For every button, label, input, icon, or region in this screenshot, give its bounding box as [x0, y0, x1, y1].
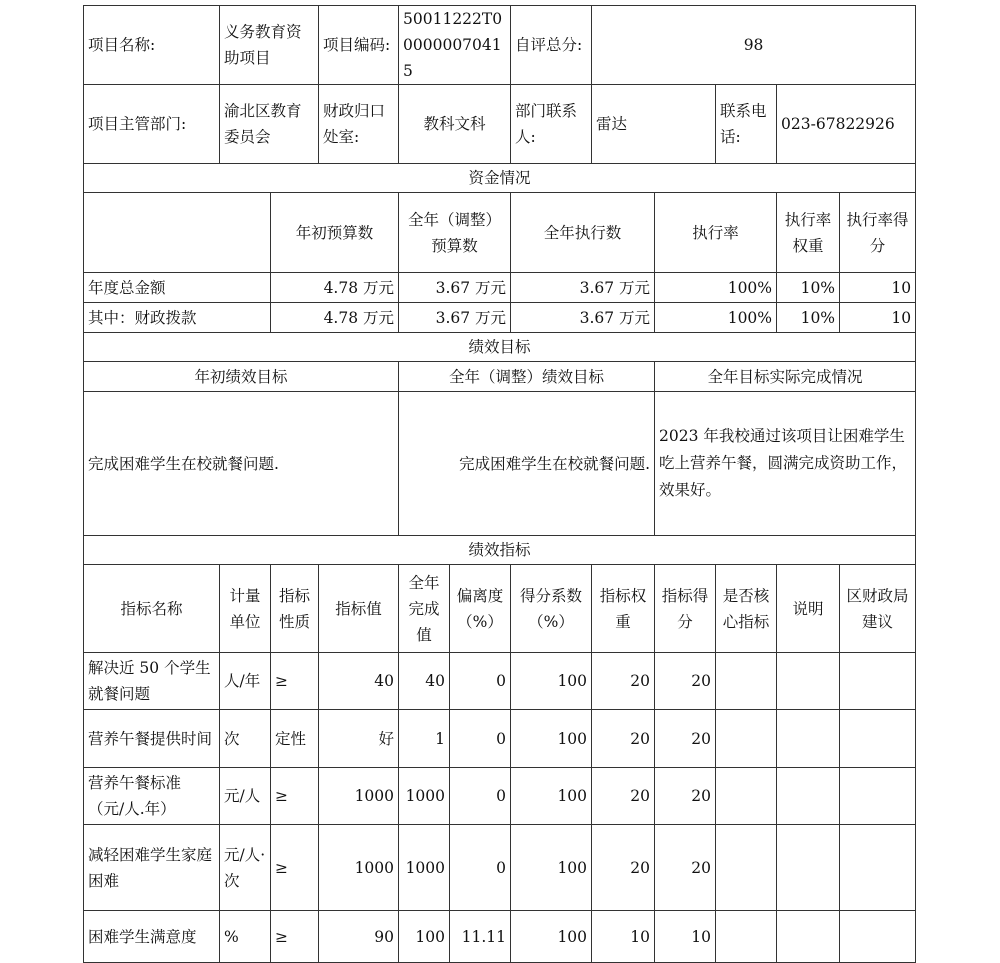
ind-unit: 元/人	[220, 768, 271, 825]
ind-note	[777, 710, 840, 768]
ind-core	[716, 768, 777, 825]
funds-section-title: 资金情况	[84, 164, 916, 193]
ind-header-coefficient: 得分系数（%）	[511, 565, 592, 653]
ind-target: 40	[319, 653, 399, 710]
goals-header-adjusted: 全年（调整）绩效目标	[399, 362, 655, 392]
goals-header-actual: 全年目标实际完成情况	[655, 362, 916, 392]
goals-header-initial: 年初绩效目标	[84, 362, 399, 392]
ind-weight: 20	[592, 653, 655, 710]
ind-score: 20	[655, 825, 716, 911]
ind-advice	[840, 710, 916, 768]
indicators-section-title: 绩效指标	[84, 536, 916, 565]
ind-deviation: 0	[450, 768, 511, 825]
ind-header-core: 是否核心指标	[716, 565, 777, 653]
ind-note	[777, 768, 840, 825]
ind-nature: ≥	[271, 653, 319, 710]
phone-label: 联系电话:	[716, 85, 777, 164]
ind-name: 减轻困难学生家庭困难	[84, 825, 220, 911]
ind-header-deviation: 偏离度（%）	[450, 565, 511, 653]
ind-header-score: 指标得分	[655, 565, 716, 653]
ind-weight: 10	[592, 911, 655, 963]
ind-coefficient: 100	[511, 768, 592, 825]
ind-header-done: 全年完成值	[399, 565, 450, 653]
ind-coefficient: 100	[511, 911, 592, 963]
ind-deviation: 11.11	[450, 911, 511, 963]
funds-row-label: 年度总金额	[84, 273, 271, 303]
goal-adjusted-text: 完成困难学生在校就餐问题.	[399, 392, 655, 536]
ind-score: 20	[655, 710, 716, 768]
ind-score: 20	[655, 653, 716, 710]
finance-office-value: 教科文科	[399, 85, 511, 164]
ind-deviation: 0	[450, 653, 511, 710]
dept-contact-label: 部门联系人:	[511, 85, 592, 164]
funds-row-budget: 4.78 万元	[271, 273, 399, 303]
ind-note	[777, 825, 840, 911]
ind-target: 1000	[319, 768, 399, 825]
ind-weight: 20	[592, 710, 655, 768]
funds-header-score: 执行率得分	[840, 193, 916, 273]
ind-unit: 次	[220, 710, 271, 768]
funds-row-weight: 10%	[777, 303, 840, 333]
funds-row-adjusted: 3.67 万元	[399, 303, 511, 333]
funds-row-budget: 4.78 万元	[271, 303, 399, 333]
indicator-row	[84, 653, 916, 710]
ind-advice	[840, 911, 916, 963]
ind-note	[777, 911, 840, 963]
ind-deviation: 0	[450, 710, 511, 768]
ind-score: 10	[655, 911, 716, 963]
funds-row-score: 10	[840, 273, 916, 303]
ind-name: 解决近 50 个学生就餐问题	[84, 653, 220, 710]
ind-header-target: 指标值	[319, 565, 399, 653]
ind-advice	[840, 768, 916, 825]
funds-row-score: 10	[840, 303, 916, 333]
ind-core	[716, 710, 777, 768]
ind-nature: 定性	[271, 710, 319, 768]
ind-nature: ≥	[271, 911, 319, 963]
ind-header-advice: 区财政局建议	[840, 565, 916, 653]
ind-nature: ≥	[271, 768, 319, 825]
ind-done: 40	[399, 653, 450, 710]
indicator-row	[84, 911, 916, 963]
phone-value: 023-67822926	[777, 85, 916, 164]
ind-core	[716, 825, 777, 911]
ind-name: 营养午餐提供时间	[84, 710, 220, 768]
funds-header-rate: 执行率	[655, 193, 777, 273]
funds-row-rate: 100%	[655, 273, 777, 303]
funds-header-weight: 执行率权重	[777, 193, 840, 273]
ind-core	[716, 911, 777, 963]
ind-nature: ≥	[271, 825, 319, 911]
ind-weight: 20	[592, 768, 655, 825]
funds-header-blank	[84, 193, 271, 273]
ind-done: 1000	[399, 768, 450, 825]
finance-office-label: 财政归口处室:	[319, 85, 399, 164]
ind-core	[716, 653, 777, 710]
ind-score: 20	[655, 768, 716, 825]
funds-row-adjusted: 3.67 万元	[399, 273, 511, 303]
ind-unit: %	[220, 911, 271, 963]
funds-row-weight: 10%	[777, 273, 840, 303]
department-label: 项目主管部门:	[84, 85, 220, 164]
project-name-value: 义务教育资助项目	[220, 6, 319, 85]
ind-target: 90	[319, 911, 399, 963]
ind-header-name: 指标名称	[84, 565, 220, 653]
funds-header-executed: 全年执行数	[511, 193, 655, 273]
department-value: 渝北区教育委员会	[220, 85, 319, 164]
ind-note	[777, 653, 840, 710]
ind-unit: 人/年	[220, 653, 271, 710]
dept-contact-value: 雷达	[592, 85, 716, 164]
ind-done: 100	[399, 911, 450, 963]
ind-deviation: 0	[450, 825, 511, 911]
ind-header-note: 说明	[777, 565, 840, 653]
ind-advice	[840, 653, 916, 710]
ind-advice	[840, 825, 916, 911]
ind-target: 好	[319, 710, 399, 768]
indicator-row	[84, 768, 916, 825]
indicator-row	[84, 825, 916, 911]
indicator-row	[84, 710, 916, 768]
ind-target: 1000	[319, 825, 399, 911]
project-name-label: 项目名称:	[84, 6, 220, 85]
ind-done: 1000	[399, 825, 450, 911]
funds-row-executed: 3.67 万元	[511, 303, 655, 333]
ind-coefficient: 100	[511, 710, 592, 768]
funds-row-executed: 3.67 万元	[511, 273, 655, 303]
ind-unit: 元/人·次	[220, 825, 271, 911]
funds-header-adjusted: 全年（调整）预算数	[399, 193, 511, 273]
ind-name: 营养午餐标准（元/人.年）	[84, 768, 220, 825]
goal-initial-text: 完成困难学生在校就餐问题.	[84, 392, 399, 536]
ind-coefficient: 100	[511, 653, 592, 710]
goal-actual-text: 2023 年我校通过该项目让困难学生吃上营养午餐，圆满完成资助工作，效果好。	[655, 392, 916, 536]
ind-weight: 20	[592, 825, 655, 911]
project-code-label: 项目编码:	[319, 6, 399, 85]
performance-evaluation-form	[83, 5, 915, 963]
self-score-value: 98	[592, 6, 916, 85]
ind-header-nature: 指标性质	[271, 565, 319, 653]
ind-header-weight: 指标权重	[592, 565, 655, 653]
ind-done: 1	[399, 710, 450, 768]
funds-row-label: 其中：财政拨款	[84, 303, 271, 333]
project-code-value: 50011222T000000070415	[399, 6, 511, 85]
funds-header-budget: 年初预算数	[271, 193, 399, 273]
ind-header-unit: 计量单位	[220, 565, 271, 653]
self-score-label: 自评总分:	[511, 6, 592, 85]
ind-name: 困难学生满意度	[84, 911, 220, 963]
ind-coefficient: 100	[511, 825, 592, 911]
goals-section-title: 绩效目标	[84, 333, 916, 362]
evaluation-table	[83, 5, 916, 963]
funds-row-rate: 100%	[655, 303, 777, 333]
